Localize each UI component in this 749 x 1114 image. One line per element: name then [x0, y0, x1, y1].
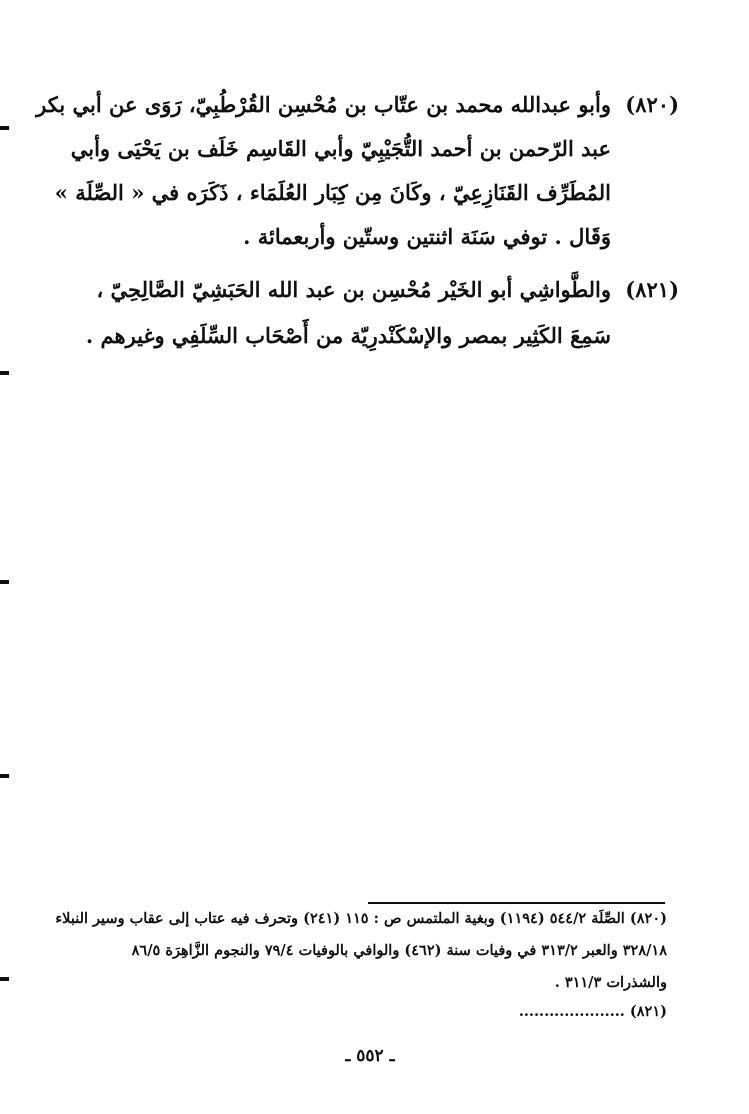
entry-number: (٨٢٠): [625, 92, 679, 117]
entry-line: المُطَرِّف القَنَازِعِيّ ، وكَانَ مِن كِبَار العُلَمَاء ، ذَكَرَه في « الصِّلَة »: [54, 180, 611, 205]
page-number: ـ ٥٥٢ ـ: [345, 1046, 395, 1066]
margin-mark: [0, 126, 9, 130]
entry-number: (٨٢١): [625, 277, 679, 302]
margin-mark: [0, 774, 9, 778]
entry-line: وَقَال . توفي سَنَة اثنتين وستّين وأربعمائة .: [243, 224, 611, 249]
footnote-divider: [368, 902, 665, 904]
entry-820: [36, 92, 679, 262]
margin-mark: [0, 977, 9, 981]
entry-line: عبد الرّحمن بن أحمد التُّجَيْبِيّ وأبي القَاسِم خَلَف بن يَحْيَى وأبي: [70, 136, 611, 161]
entry-821: [59, 277, 679, 367]
footnote-line: والشذرات ٣١١/٣ .: [554, 974, 667, 991]
entry-line: وأبو عبدالله محمد بن عتّاب بن مُحْسِن القُرْطُبِيّ، رَوَى عن أبي بكر: [36, 92, 611, 117]
margin-mark: [0, 580, 9, 584]
footnote-line: ٣٢٨/١٨ والعبر ٣١٣/٢ في وفيات سنة (٤٦٢) والوافي بالوفيات ٧٩/٤ والنجوم الزَّاهِرَة ٨٦/٥: [131, 942, 667, 959]
footnote-line: (٨٢١) .....................: [518, 1003, 667, 1020]
entry-line: سَمِعَ الكَثِير بمصر والإسْكَنْدرِيّة من أَصْحَاب السِّلَفِي وغيرهم .: [85, 323, 611, 348]
entry-line: والطَّواشِي أبو الخَيْر مُحْسِن بن عبد الله الحَبَشِيّ الصَّالِحِيّ ،: [96, 277, 611, 302]
margin-mark: [0, 371, 9, 375]
footnote-line: (٨٢٠) الصِّلَة ٥٤٤/٢ (١١٩٤) وبغية الملتمس ص : ١١٥ (٢٤١) وتحرف فيه عتاب إلى عقاب وسير النبلاء: [55, 910, 667, 927]
